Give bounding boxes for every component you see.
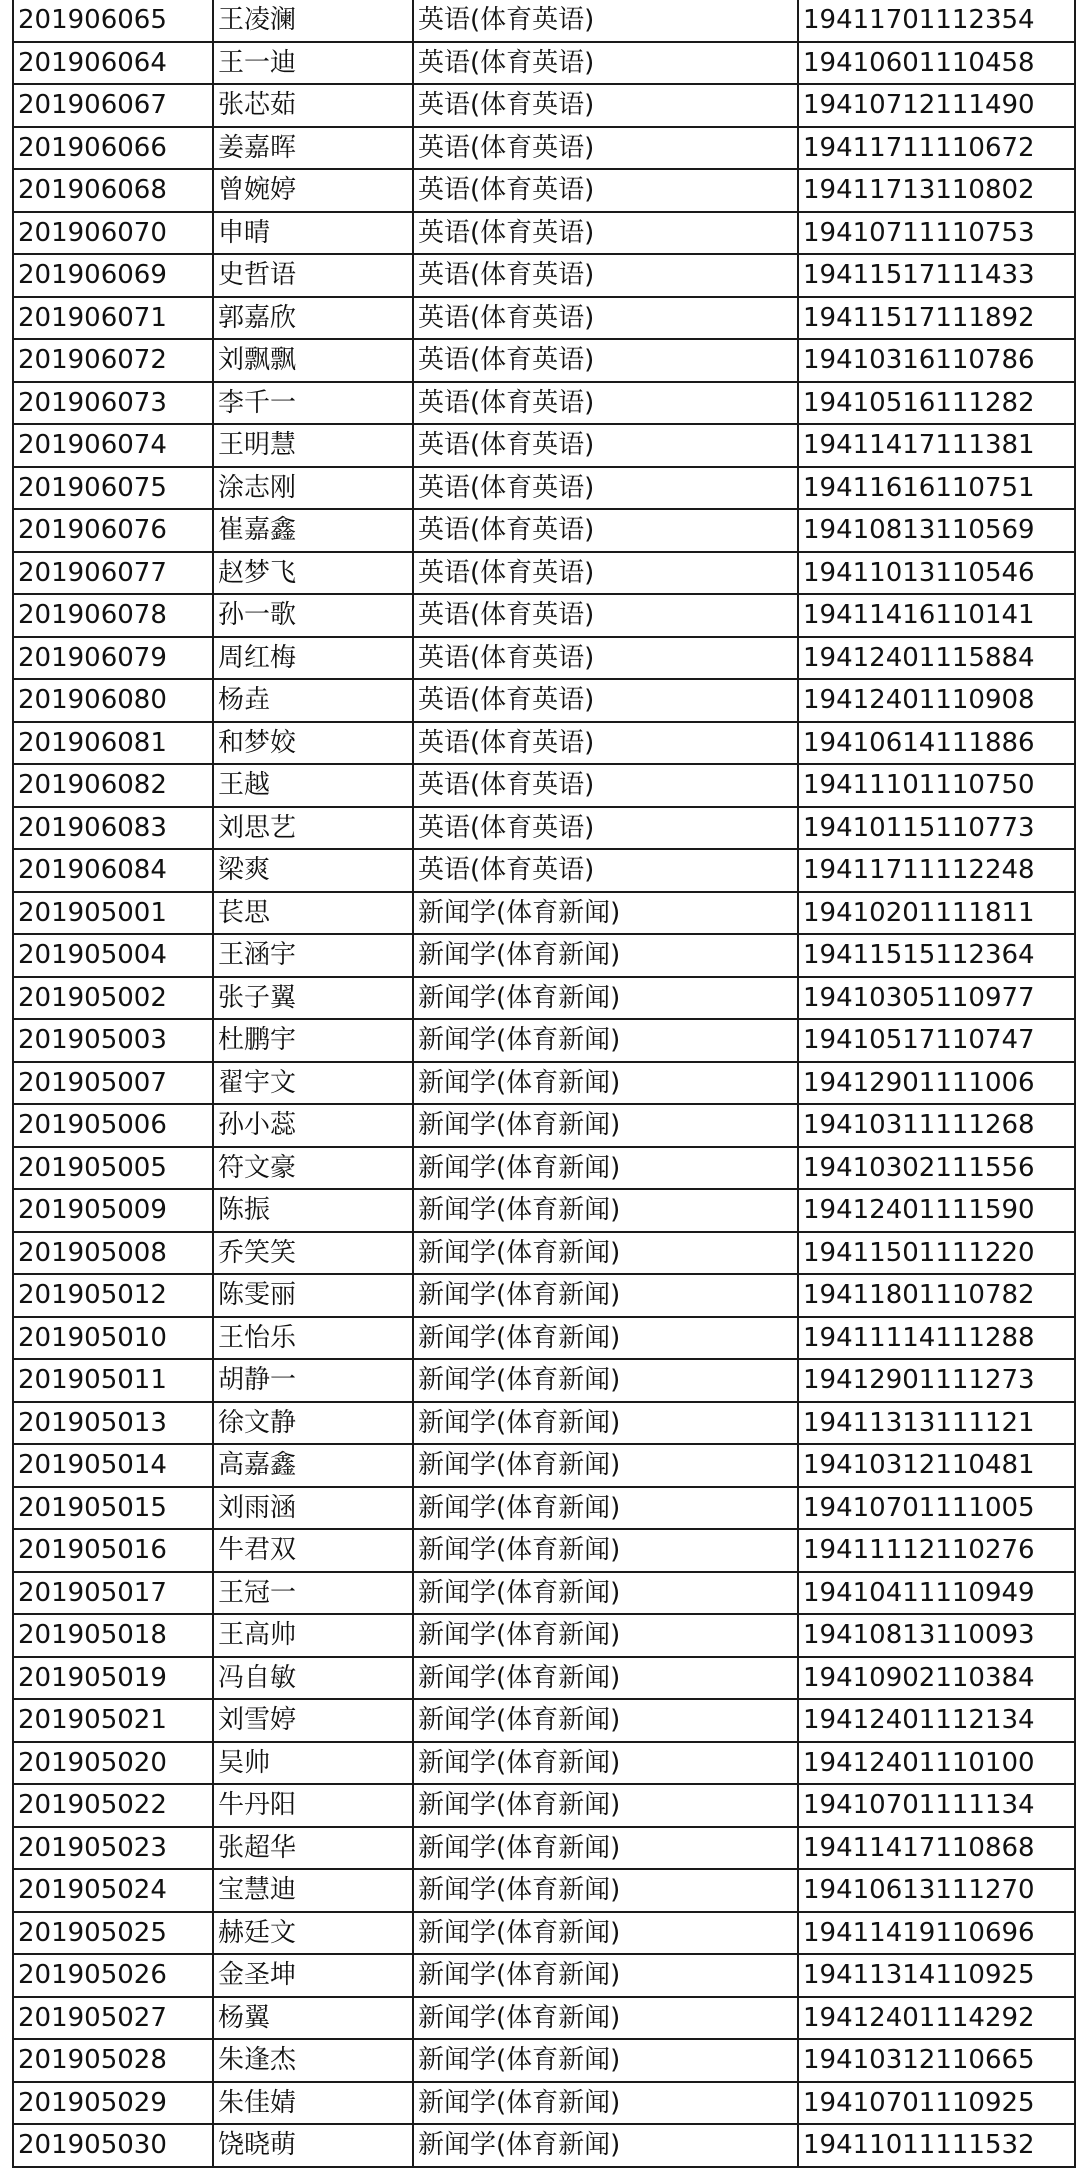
student-name-cell: 孙小蕊 [213, 1104, 413, 1147]
major-cell: 新闻学(体育新闻) [413, 1062, 798, 1105]
major-cell: 英语(体育英语) [413, 84, 798, 127]
table-row [13, 339, 1075, 382]
exam-number-cell: 19410516111282 [798, 382, 1075, 425]
student-name-cell: 杜鹏宇 [213, 1019, 413, 1062]
student-id-cell: 201906077 [13, 552, 213, 595]
student-name-cell: 牛君双 [213, 1529, 413, 1572]
exam-number-cell: 19410305110977 [798, 977, 1075, 1020]
major-cell: 新闻学(体育新闻) [413, 1104, 798, 1147]
student-name-cell: 刘思艺 [213, 807, 413, 850]
student-id-cell: 201906084 [13, 849, 213, 892]
student-id-cell: 201905027 [13, 1997, 213, 2040]
table-row [13, 2082, 1075, 2125]
student-id-cell: 201905010 [13, 1317, 213, 1360]
table-row [13, 1402, 1075, 1445]
major-cell: 英语(体育英语) [413, 169, 798, 212]
table-row [13, 722, 1075, 765]
major-cell: 新闻学(体育新闻) [413, 1572, 798, 1615]
student-id-cell: 201905020 [13, 1742, 213, 1785]
table-row [13, 2124, 1075, 2167]
table-row [13, 424, 1075, 467]
student-id-cell: 201905006 [13, 1104, 213, 1147]
exam-number-cell: 19411314110925 [798, 1954, 1075, 1997]
major-cell: 新闻学(体育新闻) [413, 1359, 798, 1402]
exam-number-cell: 19410316110786 [798, 339, 1075, 382]
major-cell: 英语(体育英语) [413, 254, 798, 297]
student-id-cell: 201906068 [13, 169, 213, 212]
student-name-cell: 涂志刚 [213, 467, 413, 510]
student-name-cell: 刘雨涵 [213, 1487, 413, 1530]
exam-number-cell: 19412401110908 [798, 679, 1075, 722]
major-cell: 英语(体育英语) [413, 552, 798, 595]
major-cell: 新闻学(体育新闻) [413, 1699, 798, 1742]
student-name-cell: 牛丹阳 [213, 1784, 413, 1827]
student-name-cell: 张子翼 [213, 977, 413, 1020]
exam-number-cell: 19410813110093 [798, 1614, 1075, 1657]
table-row [13, 2039, 1075, 2082]
exam-number-cell: 19410701111134 [798, 1784, 1075, 1827]
table-row [13, 467, 1075, 510]
table-body [13, 0, 1075, 2167]
table-row [13, 1614, 1075, 1657]
table-row [13, 1997, 1075, 2040]
table-row [13, 1232, 1075, 1275]
exam-number-cell: 19411112110276 [798, 1529, 1075, 1572]
student-id-cell: 201906083 [13, 807, 213, 850]
major-cell: 英语(体育英语) [413, 594, 798, 637]
student-id-cell: 201905030 [13, 2124, 213, 2167]
exam-number-cell: 19411517111892 [798, 297, 1075, 340]
major-cell: 英语(体育英语) [413, 127, 798, 170]
table-row [13, 1359, 1075, 1402]
table-row [13, 509, 1075, 552]
major-cell: 英语(体育英语) [413, 0, 798, 42]
table-row [13, 637, 1075, 680]
table-row [13, 764, 1075, 807]
table-row [13, 1274, 1075, 1317]
student-id-cell: 201905011 [13, 1359, 213, 1402]
table-row [13, 1912, 1075, 1955]
major-cell: 新闻学(体育新闻) [413, 2082, 798, 2125]
student-table [12, 0, 1076, 2168]
table-row [13, 1657, 1075, 1700]
major-cell: 新闻学(体育新闻) [413, 1997, 798, 2040]
student-id-cell: 201905005 [13, 1147, 213, 1190]
student-name-cell: 陈振 [213, 1189, 413, 1232]
exam-number-cell: 19410712111490 [798, 84, 1075, 127]
student-id-cell: 201905002 [13, 977, 213, 1020]
major-cell: 英语(体育英语) [413, 637, 798, 680]
exam-number-cell: 19410302111556 [798, 1147, 1075, 1190]
table-row [13, 1104, 1075, 1147]
major-cell: 英语(体育英语) [413, 382, 798, 425]
student-id-cell: 201906066 [13, 127, 213, 170]
major-cell: 英语(体育英语) [413, 764, 798, 807]
student-name-cell: 朱逢杰 [213, 2039, 413, 2082]
major-cell: 英语(体育英语) [413, 297, 798, 340]
student-id-cell: 201906075 [13, 467, 213, 510]
table-row [13, 254, 1075, 297]
exam-number-cell: 19410711110753 [798, 212, 1075, 255]
student-name-cell: 王明慧 [213, 424, 413, 467]
table-row [13, 1019, 1075, 1062]
table-row [13, 1954, 1075, 1997]
student-name-cell: 宝慧迪 [213, 1869, 413, 1912]
table-row [13, 892, 1075, 935]
major-cell: 新闻学(体育新闻) [413, 1614, 798, 1657]
student-name-cell: 张芯茹 [213, 84, 413, 127]
student-id-cell: 201905019 [13, 1657, 213, 1700]
student-name-cell: 徐文静 [213, 1402, 413, 1445]
major-cell: 英语(体育英语) [413, 807, 798, 850]
student-id-cell: 201906076 [13, 509, 213, 552]
student-name-cell: 孙一歌 [213, 594, 413, 637]
student-name-cell: 符文豪 [213, 1147, 413, 1190]
student-id-cell: 201905014 [13, 1444, 213, 1487]
student-id-cell: 201905026 [13, 1954, 213, 1997]
exam-number-cell: 19412401111590 [798, 1189, 1075, 1232]
table-row [13, 1317, 1075, 1360]
exam-number-cell: 19412901111006 [798, 1062, 1075, 1105]
student-name-cell: 刘雪婷 [213, 1699, 413, 1742]
major-cell: 新闻学(体育新闻) [413, 1487, 798, 1530]
student-id-cell: 201906065 [13, 0, 213, 42]
exam-number-cell: 19411713110802 [798, 169, 1075, 212]
exam-number-cell: 19411616110751 [798, 467, 1075, 510]
major-cell: 英语(体育英语) [413, 424, 798, 467]
table-row [13, 1147, 1075, 1190]
major-cell: 新闻学(体育新闻) [413, 1402, 798, 1445]
student-name-cell: 杨垚 [213, 679, 413, 722]
exam-number-cell: 19411711110672 [798, 127, 1075, 170]
major-cell: 新闻学(体育新闻) [413, 2124, 798, 2167]
table-row [13, 1827, 1075, 1870]
student-name-cell: 胡静一 [213, 1359, 413, 1402]
major-cell: 新闻学(体育新闻) [413, 1317, 798, 1360]
student-name-cell: 翟宇文 [213, 1062, 413, 1105]
student-name-cell: 张超华 [213, 1827, 413, 1870]
exam-number-cell: 19411416110141 [798, 594, 1075, 637]
major-cell: 新闻学(体育新闻) [413, 892, 798, 935]
exam-number-cell: 19411101110750 [798, 764, 1075, 807]
table-row [13, 169, 1075, 212]
student-id-cell: 201906080 [13, 679, 213, 722]
student-name-cell: 王越 [213, 764, 413, 807]
exam-number-cell: 19410115110773 [798, 807, 1075, 850]
student-id-cell: 201905028 [13, 2039, 213, 2082]
student-name-cell: 申晴 [213, 212, 413, 255]
major-cell: 新闻学(体育新闻) [413, 1784, 798, 1827]
table-row [13, 84, 1075, 127]
exam-number-cell: 19412401110100 [798, 1742, 1075, 1785]
major-cell: 新闻学(体育新闻) [413, 1529, 798, 1572]
table-row [13, 1062, 1075, 1105]
major-cell: 新闻学(体育新闻) [413, 1147, 798, 1190]
table-row [13, 127, 1075, 170]
student-id-cell: 201906064 [13, 42, 213, 85]
student-id-cell: 201905025 [13, 1912, 213, 1955]
table-row [13, 1529, 1075, 1572]
exam-number-cell: 19411417111381 [798, 424, 1075, 467]
table-row [13, 679, 1075, 722]
exam-number-cell: 19410613111270 [798, 1869, 1075, 1912]
student-id-cell: 201905018 [13, 1614, 213, 1657]
major-cell: 英语(体育英语) [413, 509, 798, 552]
student-name-cell: 高嘉鑫 [213, 1444, 413, 1487]
exam-number-cell: 19410902110384 [798, 1657, 1075, 1700]
student-id-cell: 201906074 [13, 424, 213, 467]
major-cell: 英语(体育英语) [413, 849, 798, 892]
table-row [13, 1699, 1075, 1742]
major-cell: 新闻学(体育新闻) [413, 934, 798, 977]
major-cell: 新闻学(体育新闻) [413, 1189, 798, 1232]
student-id-cell: 201906073 [13, 382, 213, 425]
student-id-cell: 201905024 [13, 1869, 213, 1912]
student-name-cell: 王凌澜 [213, 0, 413, 42]
major-cell: 英语(体育英语) [413, 212, 798, 255]
major-cell: 新闻学(体育新闻) [413, 1274, 798, 1317]
exam-number-cell: 19411114111288 [798, 1317, 1075, 1360]
student-id-cell: 201905007 [13, 1062, 213, 1105]
major-cell: 新闻学(体育新闻) [413, 1232, 798, 1275]
table-row [13, 807, 1075, 850]
student-name-cell: 王涵宇 [213, 934, 413, 977]
exam-number-cell: 19410517110747 [798, 1019, 1075, 1062]
student-id-cell: 201905017 [13, 1572, 213, 1615]
exam-number-cell: 19411011111532 [798, 2124, 1075, 2167]
exam-number-cell: 19412401114292 [798, 1997, 1075, 2040]
exam-number-cell: 19410701110925 [798, 2082, 1075, 2125]
student-id-cell: 201906069 [13, 254, 213, 297]
exam-number-cell: 19411313111121 [798, 1402, 1075, 1445]
exam-number-cell: 19411501111220 [798, 1232, 1075, 1275]
student-id-cell: 201906071 [13, 297, 213, 340]
major-cell: 新闻学(体育新闻) [413, 1869, 798, 1912]
student-id-cell: 201906072 [13, 339, 213, 382]
exam-number-cell: 19412401112134 [798, 1699, 1075, 1742]
table-row [13, 42, 1075, 85]
major-cell: 英语(体育英语) [413, 339, 798, 382]
major-cell: 新闻学(体育新闻) [413, 1657, 798, 1700]
exam-number-cell: 19410311111268 [798, 1104, 1075, 1147]
student-id-cell: 201905004 [13, 934, 213, 977]
major-cell: 新闻学(体育新闻) [413, 1827, 798, 1870]
exam-number-cell: 19410601110458 [798, 42, 1075, 85]
major-cell: 新闻学(体育新闻) [413, 2039, 798, 2082]
exam-number-cell: 19410201111811 [798, 892, 1075, 935]
student-id-cell: 201906079 [13, 637, 213, 680]
table-row [13, 1572, 1075, 1615]
exam-number-cell: 19410614111886 [798, 722, 1075, 765]
student-name-cell: 赫廷文 [213, 1912, 413, 1955]
student-id-cell: 201905003 [13, 1019, 213, 1062]
table-row [13, 552, 1075, 595]
student-id-cell: 201905013 [13, 1402, 213, 1445]
table-row [13, 594, 1075, 637]
student-id-cell: 201905015 [13, 1487, 213, 1530]
student-name-cell: 崔嘉鑫 [213, 509, 413, 552]
student-name-cell: 和梦姣 [213, 722, 413, 765]
table-row [13, 382, 1075, 425]
student-name-cell: 李千一 [213, 382, 413, 425]
major-cell: 英语(体育英语) [413, 722, 798, 765]
table-row [13, 1742, 1075, 1785]
student-name-cell: 饶晓萌 [213, 2124, 413, 2167]
exam-number-cell: 19410411110949 [798, 1572, 1075, 1615]
student-name-cell: 陈雯丽 [213, 1274, 413, 1317]
student-id-cell: 201905022 [13, 1784, 213, 1827]
student-name-cell: 王冠一 [213, 1572, 413, 1615]
exam-number-cell: 19411517111433 [798, 254, 1075, 297]
student-id-cell: 201906070 [13, 212, 213, 255]
table-row [13, 1444, 1075, 1487]
exam-number-cell: 19410312110481 [798, 1444, 1075, 1487]
student-name-cell: 姜嘉晖 [213, 127, 413, 170]
exam-number-cell: 19412901111273 [798, 1359, 1075, 1402]
student-name-cell: 王一迪 [213, 42, 413, 85]
student-id-cell: 201905023 [13, 1827, 213, 1870]
student-name-cell: 王高帅 [213, 1614, 413, 1657]
exam-number-cell: 19411013110546 [798, 552, 1075, 595]
table-row [13, 0, 1075, 42]
student-id-cell: 201905009 [13, 1189, 213, 1232]
table-row [13, 212, 1075, 255]
exam-number-cell: 19412401115884 [798, 637, 1075, 680]
student-id-cell: 201906082 [13, 764, 213, 807]
major-cell: 英语(体育英语) [413, 467, 798, 510]
student-name-cell: 王怡乐 [213, 1317, 413, 1360]
table-row [13, 1189, 1075, 1232]
exam-number-cell: 19410312110665 [798, 2039, 1075, 2082]
exam-number-cell: 19411701112354 [798, 0, 1075, 42]
major-cell: 新闻学(体育新闻) [413, 1444, 798, 1487]
student-id-cell: 201905021 [13, 1699, 213, 1742]
student-name-cell: 冯自敏 [213, 1657, 413, 1700]
exam-number-cell: 19411711112248 [798, 849, 1075, 892]
exam-number-cell: 19411419110696 [798, 1912, 1075, 1955]
student-name-cell: 吴帅 [213, 1742, 413, 1785]
table-row [13, 934, 1075, 977]
student-id-cell: 201906081 [13, 722, 213, 765]
exam-number-cell: 19411801110782 [798, 1274, 1075, 1317]
student-id-cell: 201906067 [13, 84, 213, 127]
major-cell: 新闻学(体育新闻) [413, 1019, 798, 1062]
student-id-cell: 201905016 [13, 1529, 213, 1572]
table-row [13, 297, 1075, 340]
student-name-cell: 周红梅 [213, 637, 413, 680]
table-row [13, 1869, 1075, 1912]
major-cell: 新闻学(体育新闻) [413, 1954, 798, 1997]
student-name-cell: 梁爽 [213, 849, 413, 892]
major-cell: 英语(体育英语) [413, 679, 798, 722]
table-row [13, 849, 1075, 892]
student-name-cell: 刘飘飘 [213, 339, 413, 382]
table-row [13, 977, 1075, 1020]
student-name-cell: 苌思 [213, 892, 413, 935]
student-id-cell: 201905008 [13, 1232, 213, 1275]
major-cell: 新闻学(体育新闻) [413, 1742, 798, 1785]
exam-number-cell: 19411417110868 [798, 1827, 1075, 1870]
student-name-cell: 曾婉婷 [213, 169, 413, 212]
major-cell: 新闻学(体育新闻) [413, 977, 798, 1020]
major-cell: 英语(体育英语) [413, 42, 798, 85]
student-name-cell: 杨翼 [213, 1997, 413, 2040]
student-id-cell: 201905001 [13, 892, 213, 935]
major-cell: 新闻学(体育新闻) [413, 1912, 798, 1955]
student-id-cell: 201906078 [13, 594, 213, 637]
student-id-cell: 201905012 [13, 1274, 213, 1317]
student-name-cell: 史哲语 [213, 254, 413, 297]
student-name-cell: 乔笑笑 [213, 1232, 413, 1275]
student-id-cell: 201905029 [13, 2082, 213, 2125]
table-row [13, 1784, 1075, 1827]
exam-number-cell: 19410813110569 [798, 509, 1075, 552]
student-name-cell: 朱佳婧 [213, 2082, 413, 2125]
student-name-cell: 郭嘉欣 [213, 297, 413, 340]
exam-number-cell: 19410701111005 [798, 1487, 1075, 1530]
student-name-cell: 金圣坤 [213, 1954, 413, 1997]
student-name-cell: 赵梦飞 [213, 552, 413, 595]
table-row [13, 1487, 1075, 1530]
exam-number-cell: 19411515112364 [798, 934, 1075, 977]
